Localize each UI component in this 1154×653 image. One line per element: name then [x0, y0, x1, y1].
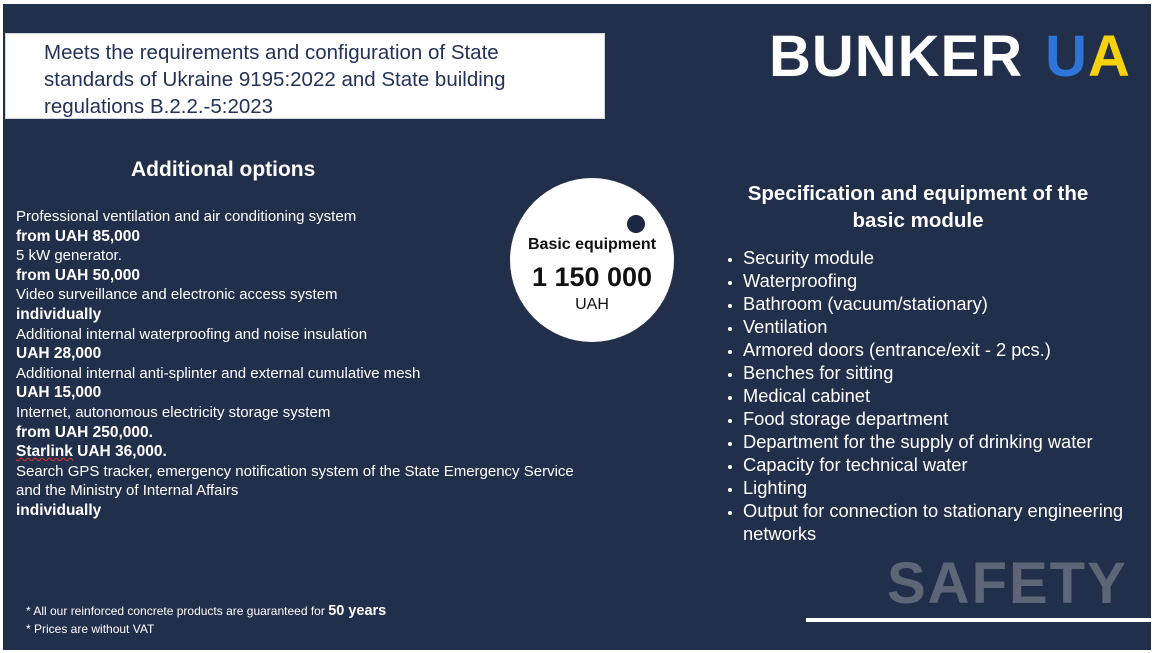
option-item-price: UAH 28,000 — [16, 345, 102, 363]
vat-note: * Prices are without VAT — [26, 622, 155, 636]
slide — [3, 4, 1151, 650]
standards-banner — [5, 33, 605, 119]
basic-equipment-price: 1 150 000 — [531, 262, 653, 292]
option-item-name: Additional internal anti-splinter and external cumulative mesh — [16, 364, 421, 382]
spec-item: • Capacity for technical water — [743, 453, 1151, 476]
brand-word: BUNKER — [769, 24, 1024, 89]
specification-list — [723, 246, 1151, 545]
option-item-name: Internet, autonomous electricity storage system — [16, 403, 331, 421]
option-item-name: Video surveillance and electronic access system — [16, 286, 338, 304]
spec-item: • Armored doors (entrance/exit - 2 pcs.) — [743, 338, 1151, 361]
spec-item: • Medical cabinet — [743, 384, 1151, 407]
spec-item: • Department for the supply of drinking water — [743, 430, 1151, 453]
option-item-price: UAH 15,000 — [16, 384, 102, 402]
option-item-price: from UAH 250,000. — [16, 423, 153, 441]
spec-item: • Waterproofing — [743, 269, 1151, 292]
option-item-price: individually — [16, 305, 102, 323]
basic-equipment-currency: UAH — [575, 296, 609, 313]
spec-item: • Output for connection to stationary engineering networks — [743, 499, 1151, 545]
basic-equipment-price-tag — [510, 178, 674, 342]
spec-item: • Ventilation — [743, 315, 1151, 338]
guarantee-text: * All our reinforced concrete products are guaranteed for — [26, 604, 329, 618]
guarantee-note — [26, 602, 386, 620]
option-item-name: 5 kW generator. — [16, 247, 122, 265]
footnotes — [26, 602, 386, 638]
tag-hole-icon — [627, 215, 645, 233]
basic-equipment-label: Basic equipment — [527, 236, 657, 253]
spec-item: • Bathroom (vacuum/stationary) — [743, 292, 1151, 315]
option-item-name: Professional ventilation and air conditioning system — [16, 208, 357, 225]
safety-underline — [806, 618, 1151, 622]
spec-item: • Benches for sitting — [743, 361, 1151, 384]
option-item-name: Additional internal waterproofing and noise insulation — [16, 325, 368, 343]
brand-letter-u: U — [1045, 24, 1089, 89]
standards-text: Meets the requirements and configuration of State standards of Ukraine 9195:2022 and State building regulations B.2.2.-5:2023 — [44, 41, 506, 118]
additional-options-title: Additional options — [131, 158, 316, 181]
spec-item: • Lighting — [743, 476, 1151, 499]
starlink-label: Starlink — [16, 443, 73, 461]
spec-item: • Security module — [743, 246, 1151, 269]
option-item-price: from UAH 50,000 — [16, 266, 141, 284]
option-item-price: individually — [16, 501, 102, 519]
brand-logo — [769, 22, 1131, 92]
brand-letter-a: A — [1088, 24, 1131, 89]
option-item-name: Search GPS tracker, emergency notification system of the State Emergency Service and the Ministry of Internal Affairs — [16, 462, 574, 500]
option-item-starlink — [16, 442, 576, 462]
starlink-price: UAH 36,000. — [77, 443, 167, 461]
spec-item: • Food storage department — [743, 407, 1151, 430]
option-item-price: from UAH 85,000 — [16, 227, 141, 245]
specification-title: Specification and equipment of the basic module — [747, 182, 1089, 232]
guarantee-years: 50 years — [328, 603, 387, 619]
additional-options-list — [16, 207, 576, 521]
safety-label: SAFETY — [887, 551, 1128, 616]
